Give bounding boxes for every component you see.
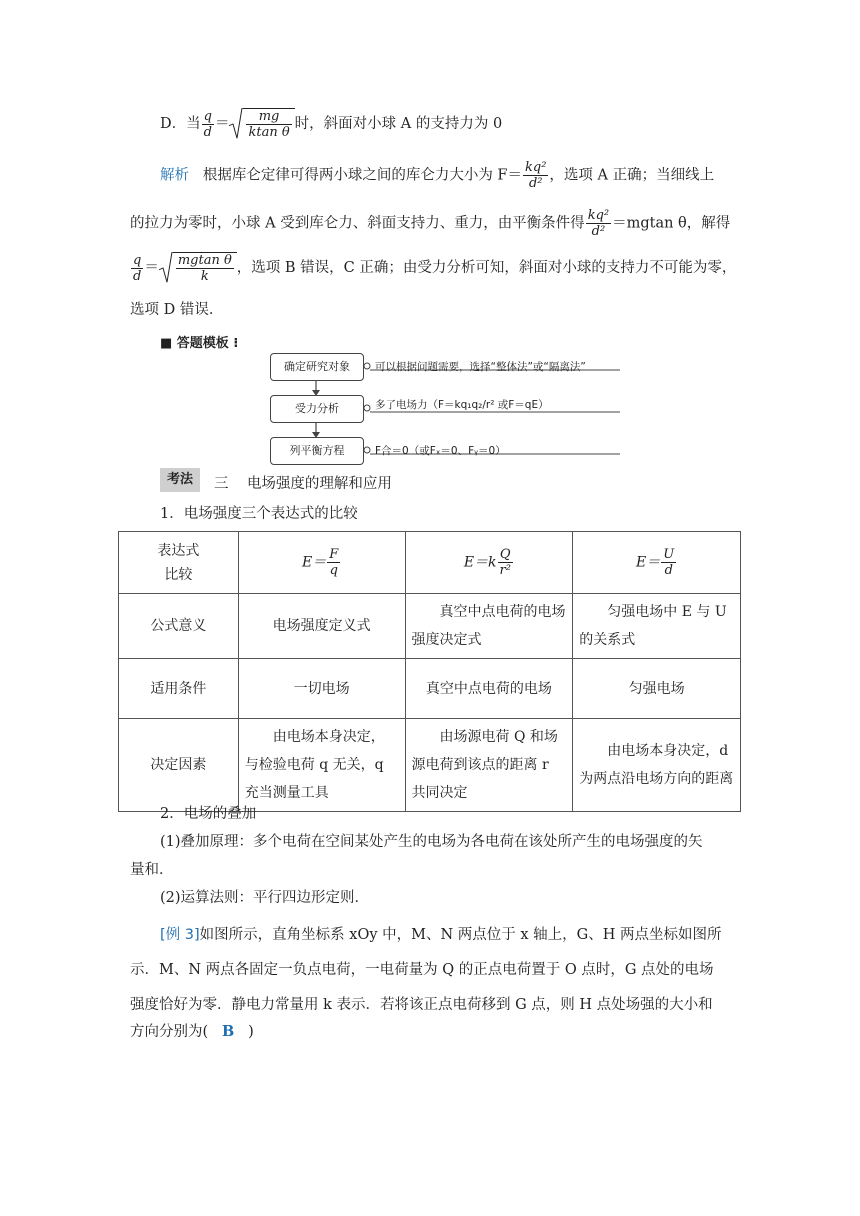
frac-num: F: [329, 547, 339, 562]
text: E＝: [636, 554, 661, 571]
fraction: [202, 109, 214, 140]
option-d-suffix: 时，斜面对小球 A 的支持力为 0: [294, 116, 503, 132]
example-line-1: [160, 924, 722, 946]
section-heading: [214, 472, 392, 493]
analysis-label: 解析: [160, 167, 189, 184]
flow-note-2: 多了电场力（F＝kq₁q₂/r² 或F＝qE）: [375, 399, 549, 411]
flow-step-1: 确定研究对象: [270, 353, 364, 381]
table-cell: 真空中点电荷的电场: [405, 659, 573, 719]
frac-den: q: [329, 563, 338, 578]
text: ，选项 A 正确；当细线上: [549, 167, 715, 184]
frac-den: d²: [528, 176, 543, 191]
fraction: [327, 547, 340, 578]
section-tag: 考法: [160, 468, 200, 492]
text: 的拉力为零时，小球 A 受到库仑力、斜面支持力、重力，由平衡条件得: [130, 215, 585, 232]
section-number: 三: [214, 476, 229, 492]
table-header-label: [119, 532, 239, 594]
subheading-1: 1．电场强度三个表达式的比较: [160, 506, 358, 522]
subheading-2: 2．电场的叠加: [160, 806, 257, 822]
sqrt: [159, 252, 237, 284]
formula-cell: [405, 532, 573, 594]
text: ，选项 B 错误，C 正确；由受力分析可知，斜面对小球的支持力不可能为零，: [236, 260, 737, 276]
paragraph-1a: (1)叠加原理：多个电荷在空间某处产生的电场为各电荷在该处所产生的电场强度的矢: [160, 834, 703, 850]
table-cell: 真空中点电荷的电场强度决定式: [405, 594, 573, 659]
frac-num: mgtan θ: [177, 253, 232, 268]
paragraph-2: (2)运算法则：平行四边形定则．: [160, 890, 370, 906]
section-title: 电场强度的理解和应用: [246, 476, 392, 492]
answer: B: [222, 1023, 235, 1040]
frac-den: r²: [499, 563, 511, 578]
frac-den: d: [133, 268, 142, 284]
text: E＝k: [463, 554, 497, 571]
fraction: [586, 208, 611, 239]
frac-num: U: [663, 547, 675, 562]
radical-icon: [159, 252, 173, 284]
analysis-line-1: [160, 160, 714, 191]
equals: ＝: [214, 116, 230, 132]
text: 比较: [164, 566, 193, 583]
radical-icon: [229, 108, 243, 140]
table-row: [119, 719, 741, 812]
frac-den: ktan θ: [248, 125, 290, 140]
fraction: [498, 547, 513, 578]
table-cell: 匀强电场中 E 与 U 的关系式: [573, 594, 741, 659]
frac-den: d: [203, 124, 212, 140]
text: 表达式: [157, 542, 200, 559]
table-cell: 一切电场: [238, 659, 405, 719]
text: 方向分别为(: [130, 1024, 209, 1040]
frac-num: q: [133, 252, 142, 268]
frac-den: d: [664, 563, 673, 578]
sqrt: [229, 108, 294, 140]
row-label: 决定因素: [119, 719, 239, 812]
text: ): [248, 1024, 254, 1040]
fraction: [176, 253, 234, 284]
option-d: [160, 108, 502, 140]
fraction: [523, 160, 548, 191]
row-label: 适用条件: [119, 659, 239, 719]
flow-step-3: 列平衡方程: [270, 437, 364, 465]
fraction: [246, 109, 291, 140]
frac-den: k: [200, 269, 209, 284]
table-cell: 由场源电荷 Q 和场源电荷到该点的距离 r 共同决定: [405, 719, 573, 812]
row-label: 公式意义: [119, 594, 239, 659]
example-line-4: [130, 1021, 254, 1043]
formula-cell: [238, 532, 405, 594]
example-tag: [例 3]: [160, 927, 200, 943]
analysis-line-4: 选项 D 错误．: [130, 302, 224, 318]
flow-step-2: 受力分析: [270, 395, 364, 423]
table-cell: 电场强度定义式: [238, 594, 405, 659]
analysis-line-2: [130, 208, 730, 239]
table-cell: 由电场本身决定，与检验电荷 q 无关，q 充当测量工具: [238, 719, 405, 812]
analysis-line-3: [130, 252, 736, 284]
comparison-table: [118, 531, 741, 812]
frac-num: kq²: [525, 160, 547, 175]
fraction: [131, 253, 143, 284]
text: 如图所示，直角坐标系 xOy 中，M、N 两点位于 x 轴上，G、H 两点坐标如图所: [199, 927, 722, 943]
frac-den: d²: [591, 224, 606, 239]
table-row: [119, 594, 741, 659]
paragraph-1b: 量和．: [130, 862, 174, 878]
flow-note-1: 可以根据问题需要，选择“整体法”或“隔离法”: [375, 361, 586, 373]
flow-note-3: F合＝0（或Fₓ＝0、Fᵧ＝0）: [375, 445, 506, 457]
option-d-prefix: D．当: [160, 116, 201, 132]
table-row: [119, 659, 741, 719]
frac-num: kq²: [587, 208, 610, 223]
equals: ＝: [144, 260, 159, 276]
text: 根据库仑定律可得两小球之间的库仑力大小为 F＝: [202, 167, 522, 184]
frac-num: Q: [498, 547, 513, 563]
table-cell: 由电场本身决定，d 为两点沿电场方向的距离: [573, 719, 741, 812]
frac-num: mg: [246, 109, 291, 125]
text: E＝: [302, 554, 327, 571]
text: ＝mgtan θ，解得: [612, 215, 731, 232]
example-line-2: 示．M、N 两点各固定一负点电荷，一电荷量为 Q 的正点电荷置于 O 点时，G 点处的电场: [130, 962, 714, 978]
example-line-3: 强度恰好为零．静电力常量用 k 表示．若将该正点电荷移到 G 点，则 H 点处场强的大小和: [130, 997, 713, 1013]
formula-cell: [573, 532, 741, 594]
table-cell: 匀强电场: [573, 659, 741, 719]
table-row: [119, 532, 741, 594]
frac-num: q: [203, 108, 212, 124]
fraction: [661, 547, 676, 578]
template-label: ■ 答题模板 ⁝: [160, 336, 239, 351]
